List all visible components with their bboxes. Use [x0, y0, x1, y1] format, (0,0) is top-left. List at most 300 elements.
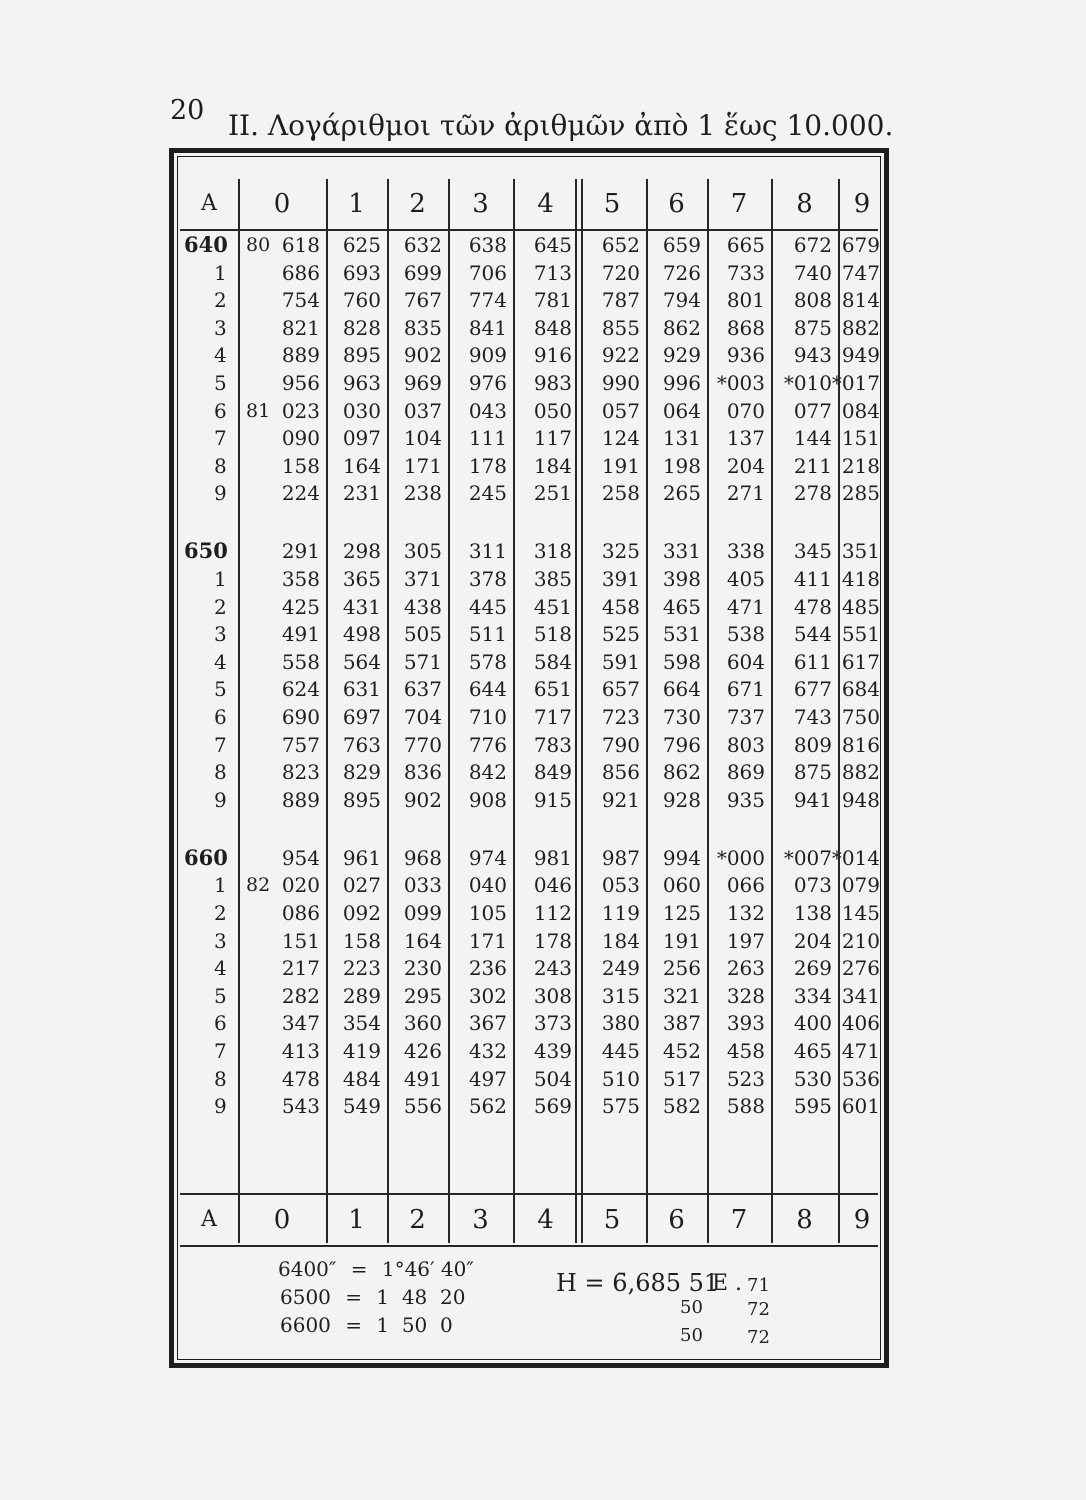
table-cell: 131 — [662, 426, 701, 451]
table-cell: 624 — [281, 677, 320, 702]
table-cell: 595 — [793, 1094, 832, 1119]
table-cell: 862 — [662, 760, 701, 785]
table-cell: 564 — [342, 649, 381, 674]
table-cell: 949 — [841, 343, 880, 368]
table-cell: 954 — [281, 845, 320, 870]
table-cell: 693 — [342, 260, 381, 285]
table-row — [180, 314, 878, 342]
row-number: 4 — [214, 649, 227, 674]
table-cell: 645 — [533, 233, 572, 257]
table-cell: 591 — [601, 649, 640, 674]
table-cell: 458 — [601, 594, 640, 619]
table-cell: 245 — [468, 481, 507, 506]
table-cell: 686 — [281, 260, 320, 285]
table-body — [180, 231, 878, 1191]
table-cell: 238 — [403, 481, 442, 506]
e-label: E . — [712, 1271, 743, 1296]
table-cell: 855 — [601, 315, 640, 340]
table-cell: 276 — [841, 956, 880, 981]
column-header-a: A — [201, 1207, 217, 1232]
table-cell: 929 — [662, 343, 701, 368]
table-cell: 504 — [533, 1066, 572, 1091]
table-cell: 431 — [342, 594, 381, 619]
table-cell: 601 — [841, 1094, 880, 1119]
table-cell: 936 — [726, 343, 765, 368]
table-row — [180, 537, 878, 565]
table-row — [180, 452, 878, 480]
table-row — [180, 899, 878, 927]
table-cell: 285 — [841, 481, 880, 506]
table-cell: 882 — [841, 760, 880, 785]
table-cell: 256 — [662, 956, 701, 981]
table-cell: 105 — [468, 901, 507, 925]
table-cell: 373 — [533, 1011, 572, 1036]
table-row — [180, 259, 878, 287]
table-cell: 367 — [468, 1011, 507, 1036]
row-number: 6 — [214, 705, 227, 729]
column-divider — [513, 179, 515, 1243]
table-cell: 471 — [726, 594, 765, 619]
table-cell: 856 — [601, 760, 640, 785]
constants-block — [180, 1245, 878, 1365]
column-divider — [326, 179, 328, 1243]
table-cell: 278 — [793, 481, 832, 506]
table-cell: 158 — [281, 453, 320, 478]
row-number: 4 — [214, 343, 227, 368]
row-number: 1 — [214, 567, 227, 591]
table-cell: 321 — [662, 983, 701, 1008]
table-cell: 033 — [403, 873, 442, 898]
table-cell: 331 — [662, 539, 701, 564]
table-cell: 659 — [662, 233, 701, 257]
table-cell: 465 — [662, 594, 701, 619]
row-number: 8 — [214, 760, 227, 785]
table-cell: 625 — [342, 233, 381, 257]
table-cell: 664 — [662, 677, 701, 702]
table-cell: 066 — [726, 873, 765, 898]
table-cell: 604 — [726, 649, 765, 674]
table-cell: 371 — [403, 567, 442, 591]
table-cell: 895 — [342, 343, 381, 368]
table-cell: 902 — [403, 343, 442, 368]
table-cell: 974 — [468, 845, 507, 870]
table-cell: 385 — [533, 567, 572, 591]
table-cell: 334 — [793, 983, 832, 1008]
table-cell: 828 — [342, 315, 381, 340]
table-cell: 783 — [533, 732, 572, 757]
e-value-1: 71 — [747, 1275, 770, 1296]
table-cell: 916 — [533, 343, 572, 368]
table-cell: 505 — [403, 622, 442, 647]
table-cell: 990 — [601, 371, 640, 395]
column-header-4: 4 — [537, 189, 554, 219]
table-cell: 204 — [793, 928, 832, 953]
table-cell: 125 — [662, 901, 701, 925]
column-header-0: 0 — [273, 189, 291, 219]
table-cell: *003 — [716, 371, 765, 395]
table-cell: 511 — [468, 622, 507, 647]
row-number: 3 — [214, 622, 227, 647]
table-cell: 882 — [841, 315, 880, 340]
table-cell: 380 — [601, 1011, 640, 1036]
table-cell: 829 — [342, 760, 381, 785]
table-cell: 743 — [793, 705, 832, 729]
table-cell: 754 — [281, 288, 320, 313]
column-header-6: 6 — [668, 189, 685, 219]
row-number: 8 — [214, 453, 227, 478]
table-cell: 770 — [403, 732, 442, 757]
table-cell: 090 — [281, 426, 320, 451]
column-divider — [387, 179, 389, 1243]
table-cell: 249 — [601, 956, 640, 981]
table-cell: 365 — [342, 567, 381, 591]
table-cell: 875 — [793, 315, 832, 340]
table-cell: 295 — [403, 983, 442, 1008]
table-cell: 981 — [533, 845, 572, 870]
table-cell: 720 — [601, 260, 640, 285]
table-cell: 760 — [342, 288, 381, 313]
column-divider — [646, 179, 648, 1243]
table-cell: 523 — [726, 1066, 765, 1091]
table-cell: 544 — [793, 622, 832, 647]
table-cell: 471 — [841, 1039, 880, 1063]
table-cell: 164 — [403, 928, 442, 953]
table-cell: 158 — [342, 928, 381, 953]
table-cell: 223 — [342, 956, 381, 981]
table-cell: 057 — [601, 398, 640, 423]
row-number: 6 — [214, 1011, 227, 1036]
table-cell: 536 — [841, 1066, 880, 1091]
column-divider — [448, 179, 450, 1243]
table-cell: 632 — [403, 233, 442, 257]
table-cell: 358 — [281, 567, 320, 591]
table-cell: 941 — [793, 787, 832, 812]
table-cell: 060 — [662, 873, 701, 898]
table-cell: 197 — [726, 928, 765, 953]
table-cell: 518 — [533, 622, 572, 647]
column-divider — [771, 179, 773, 1243]
table-cell: 976 — [468, 371, 507, 395]
table-cell: 803 — [726, 732, 765, 757]
constant-line-1 — [278, 1257, 474, 1281]
constant-angle: 1 48 20 — [376, 1285, 466, 1309]
table-cell: 251 — [533, 481, 572, 506]
table-header-row — [180, 179, 878, 231]
table-cell: 652 — [601, 233, 640, 257]
row-number: 6 — [214, 398, 227, 423]
table-cell: 445 — [468, 594, 507, 619]
table-row — [180, 397, 878, 425]
table-cell: 145 — [841, 901, 880, 925]
table-cell: 994 — [662, 845, 701, 870]
constant-seconds: 6400″ — [278, 1257, 337, 1281]
column-divider — [707, 179, 709, 1243]
table-cell: 484 — [342, 1066, 381, 1091]
table-cell: 740 — [793, 260, 832, 285]
table-cell: 530 — [793, 1066, 832, 1091]
table-row — [180, 565, 878, 593]
table-cell: 151 — [281, 928, 320, 953]
e-value-2: 72 — [747, 1299, 770, 1320]
table-cell: 097 — [342, 426, 381, 451]
table-cell: 132 — [726, 901, 765, 925]
table-row — [180, 341, 878, 369]
table-cell: 497 — [468, 1066, 507, 1091]
table-cell: 023 — [281, 398, 320, 423]
column-header-0: 0 — [273, 1205, 291, 1235]
row-number: 7 — [214, 1039, 227, 1063]
table-cell: 908 — [468, 787, 507, 812]
table-cell: 969 — [403, 371, 442, 395]
table-cell: 801 — [726, 288, 765, 313]
table-cell: *017 — [831, 371, 880, 395]
table-cell: 726 — [662, 260, 701, 285]
table-cell: 875 — [793, 760, 832, 785]
table-cell: 921 — [601, 787, 640, 812]
table-cell: 351 — [841, 539, 880, 564]
table-cell: 556 — [403, 1094, 442, 1119]
table-cell: 842 — [468, 760, 507, 785]
table-cell: 862 — [662, 315, 701, 340]
log-table-frame — [169, 148, 889, 1368]
table-cell: 236 — [468, 956, 507, 981]
table-cell: 569 — [533, 1094, 572, 1119]
table-row — [180, 982, 878, 1010]
table-cell: 302 — [468, 983, 507, 1008]
table-cell: 119 — [601, 901, 640, 925]
table-row — [180, 927, 878, 955]
table-cell: 631 — [342, 677, 381, 702]
constant-angle: 1 50 0 — [376, 1313, 453, 1337]
table-cell: 869 — [726, 760, 765, 785]
table-cell: 138 — [793, 901, 832, 925]
h-value-3: 50 — [680, 1325, 703, 1346]
table-cell: 164 — [342, 453, 381, 478]
column-header-4: 4 — [537, 1205, 554, 1235]
table-cell: 137 — [726, 426, 765, 451]
table-cell: 835 — [403, 315, 442, 340]
table-cell: 543 — [281, 1094, 320, 1119]
table-cell: 191 — [601, 453, 640, 478]
table-cell: 915 — [533, 787, 572, 812]
table-row — [180, 871, 878, 899]
column-header-3: 3 — [472, 1205, 489, 1235]
table-cell: 943 — [793, 343, 832, 368]
table-cell: 902 — [403, 787, 442, 812]
h-value-2: 50 — [680, 1297, 703, 1318]
table-cell: 263 — [726, 956, 765, 981]
table-cell: 230 — [403, 956, 442, 981]
table-cell: 289 — [342, 983, 381, 1008]
constant-line-2 — [280, 1285, 465, 1309]
table-cell: 671 — [726, 677, 765, 702]
table-cell: 637 — [403, 677, 442, 702]
table-cell: 043 — [468, 398, 507, 423]
column-header-5: 5 — [603, 1205, 621, 1235]
table-cell: 030 — [342, 398, 381, 423]
table-cell: 644 — [468, 677, 507, 702]
table-row — [180, 954, 878, 982]
table-cell: 617 — [841, 649, 880, 674]
table-cell: 111 — [468, 426, 507, 451]
table-row — [180, 844, 878, 872]
column-header-1: 1 — [348, 189, 365, 219]
table-cell: 184 — [533, 453, 572, 478]
table-cell: 064 — [662, 398, 701, 423]
table-cell: 265 — [662, 481, 701, 506]
table-cell: 841 — [468, 315, 507, 340]
table-cell: 983 — [533, 371, 572, 395]
table-cell: 269 — [793, 956, 832, 981]
table-cell: 638 — [468, 233, 507, 257]
column-header-a: A — [201, 191, 217, 216]
row-number: 2 — [214, 901, 227, 925]
table-cell: *014 — [831, 845, 880, 870]
table-cell: 549 — [342, 1094, 381, 1119]
table-cell: 325 — [601, 539, 640, 564]
table-cell: 517 — [662, 1066, 701, 1091]
table-cell: 151 — [841, 426, 880, 451]
table-cell: 710 — [468, 705, 507, 729]
column-header-6: 6 — [668, 1205, 685, 1235]
table-cell: 814 — [841, 288, 880, 313]
page-title: II. Λογάριθμοι τῶν ἀριθμῶν ἀπὸ 1 ἕως 10.000. — [228, 109, 894, 142]
table-cell: 171 — [468, 928, 507, 953]
table-cell: 451 — [533, 594, 572, 619]
row-number: 650 — [184, 538, 228, 564]
table-cell: 478 — [281, 1066, 320, 1091]
table-cell: 848 — [533, 315, 572, 340]
table-cell: 452 — [662, 1039, 701, 1063]
table-cell: 889 — [281, 343, 320, 368]
table-cell: 418 — [841, 567, 880, 591]
table-cell: 491 — [403, 1066, 442, 1091]
table-cell: 730 — [662, 705, 701, 729]
table-cell: 699 — [403, 260, 442, 285]
table-cell: 823 — [281, 760, 320, 785]
table-cell: 258 — [601, 481, 640, 506]
table-cell: 347 — [281, 1011, 320, 1036]
constant-equals: = — [345, 1313, 363, 1337]
constant-equals: = — [345, 1285, 363, 1309]
row-number: 9 — [214, 481, 227, 506]
table-cell: 809 — [793, 732, 832, 757]
table-cell: 338 — [726, 539, 765, 564]
row-number: 660 — [184, 844, 228, 870]
row-number: 9 — [214, 787, 227, 812]
table-cell: 291 — [281, 539, 320, 564]
table-cell: 311 — [468, 539, 507, 564]
table-cell: 079 — [841, 873, 880, 898]
table-cell: 733 — [726, 260, 765, 285]
table-cell: 298 — [342, 539, 381, 564]
table-cell: 697 — [342, 705, 381, 729]
table-cell: 282 — [281, 983, 320, 1008]
table-cell: 849 — [533, 760, 572, 785]
mantissa-prefix: 80 — [246, 234, 271, 256]
column-header-1: 1 — [348, 1205, 365, 1235]
table-cell: 445 — [601, 1039, 640, 1063]
table-cell: 618 — [281, 233, 320, 257]
table-cell: 956 — [281, 371, 320, 395]
table-cell: 378 — [468, 567, 507, 591]
row-number: 4 — [214, 956, 227, 981]
constant-seconds: 6600 — [280, 1313, 331, 1337]
table-cell: 405 — [726, 567, 765, 591]
table-row — [180, 286, 878, 314]
row-number: 8 — [214, 1066, 227, 1091]
table-cell: 354 — [342, 1011, 381, 1036]
table-cell: 510 — [601, 1066, 640, 1091]
table-cell: 204 — [726, 453, 765, 478]
table-cell: 191 — [662, 928, 701, 953]
table-cell: 411 — [793, 567, 832, 591]
table-cell: 491 — [281, 622, 320, 647]
table-row — [180, 369, 878, 397]
table-cell: 776 — [468, 732, 507, 757]
table-cell: 099 — [403, 901, 442, 925]
table-cell: 077 — [793, 398, 832, 423]
table-cell: 657 — [601, 677, 640, 702]
table-cell: 531 — [662, 622, 701, 647]
constant-equals: = — [350, 1257, 368, 1281]
row-number: 2 — [214, 288, 227, 313]
row-number: 640 — [184, 232, 228, 257]
table-cell: 588 — [726, 1094, 765, 1119]
table-cell: 562 — [468, 1094, 507, 1119]
row-number: 5 — [214, 983, 227, 1008]
table-cell: 787 — [601, 288, 640, 313]
table-cell: 112 — [533, 901, 572, 925]
table-row — [180, 1065, 878, 1093]
table-cell: 895 — [342, 787, 381, 812]
table-cell: 713 — [533, 260, 572, 285]
table-cell: *010 — [783, 371, 832, 395]
column-header-8: 8 — [796, 1205, 813, 1235]
table-row — [180, 731, 878, 759]
table-cell: 360 — [403, 1011, 442, 1036]
row-number: 5 — [214, 371, 227, 395]
table-row — [180, 593, 878, 621]
table-footer-row — [180, 1193, 878, 1245]
table-cell: *000 — [716, 845, 765, 870]
table-cell: 774 — [468, 288, 507, 313]
table-cell: 092 — [342, 901, 381, 925]
table-cell: 684 — [841, 677, 880, 702]
table-row — [180, 648, 878, 676]
table-cell: 794 — [662, 288, 701, 313]
table-cell: 672 — [793, 233, 832, 257]
table-cell: 171 — [403, 453, 442, 478]
page-number: 20 — [170, 95, 205, 126]
table-cell: 458 — [726, 1039, 765, 1063]
table-cell: 398 — [662, 567, 701, 591]
column-divider — [238, 179, 240, 1243]
table-row — [180, 1092, 878, 1120]
table-row — [180, 675, 878, 703]
table-cell: 465 — [793, 1039, 832, 1063]
table-cell: 308 — [533, 983, 572, 1008]
table-cell: 575 — [601, 1094, 640, 1119]
table-cell: 868 — [726, 315, 765, 340]
table-cell: 438 — [403, 594, 442, 619]
table-cell: 084 — [841, 398, 880, 423]
table-cell: 558 — [281, 649, 320, 674]
row-number: 3 — [214, 315, 227, 340]
table-cell: 968 — [403, 845, 442, 870]
table-cell: *007 — [783, 845, 832, 870]
mantissa-prefix: 81 — [246, 399, 271, 422]
